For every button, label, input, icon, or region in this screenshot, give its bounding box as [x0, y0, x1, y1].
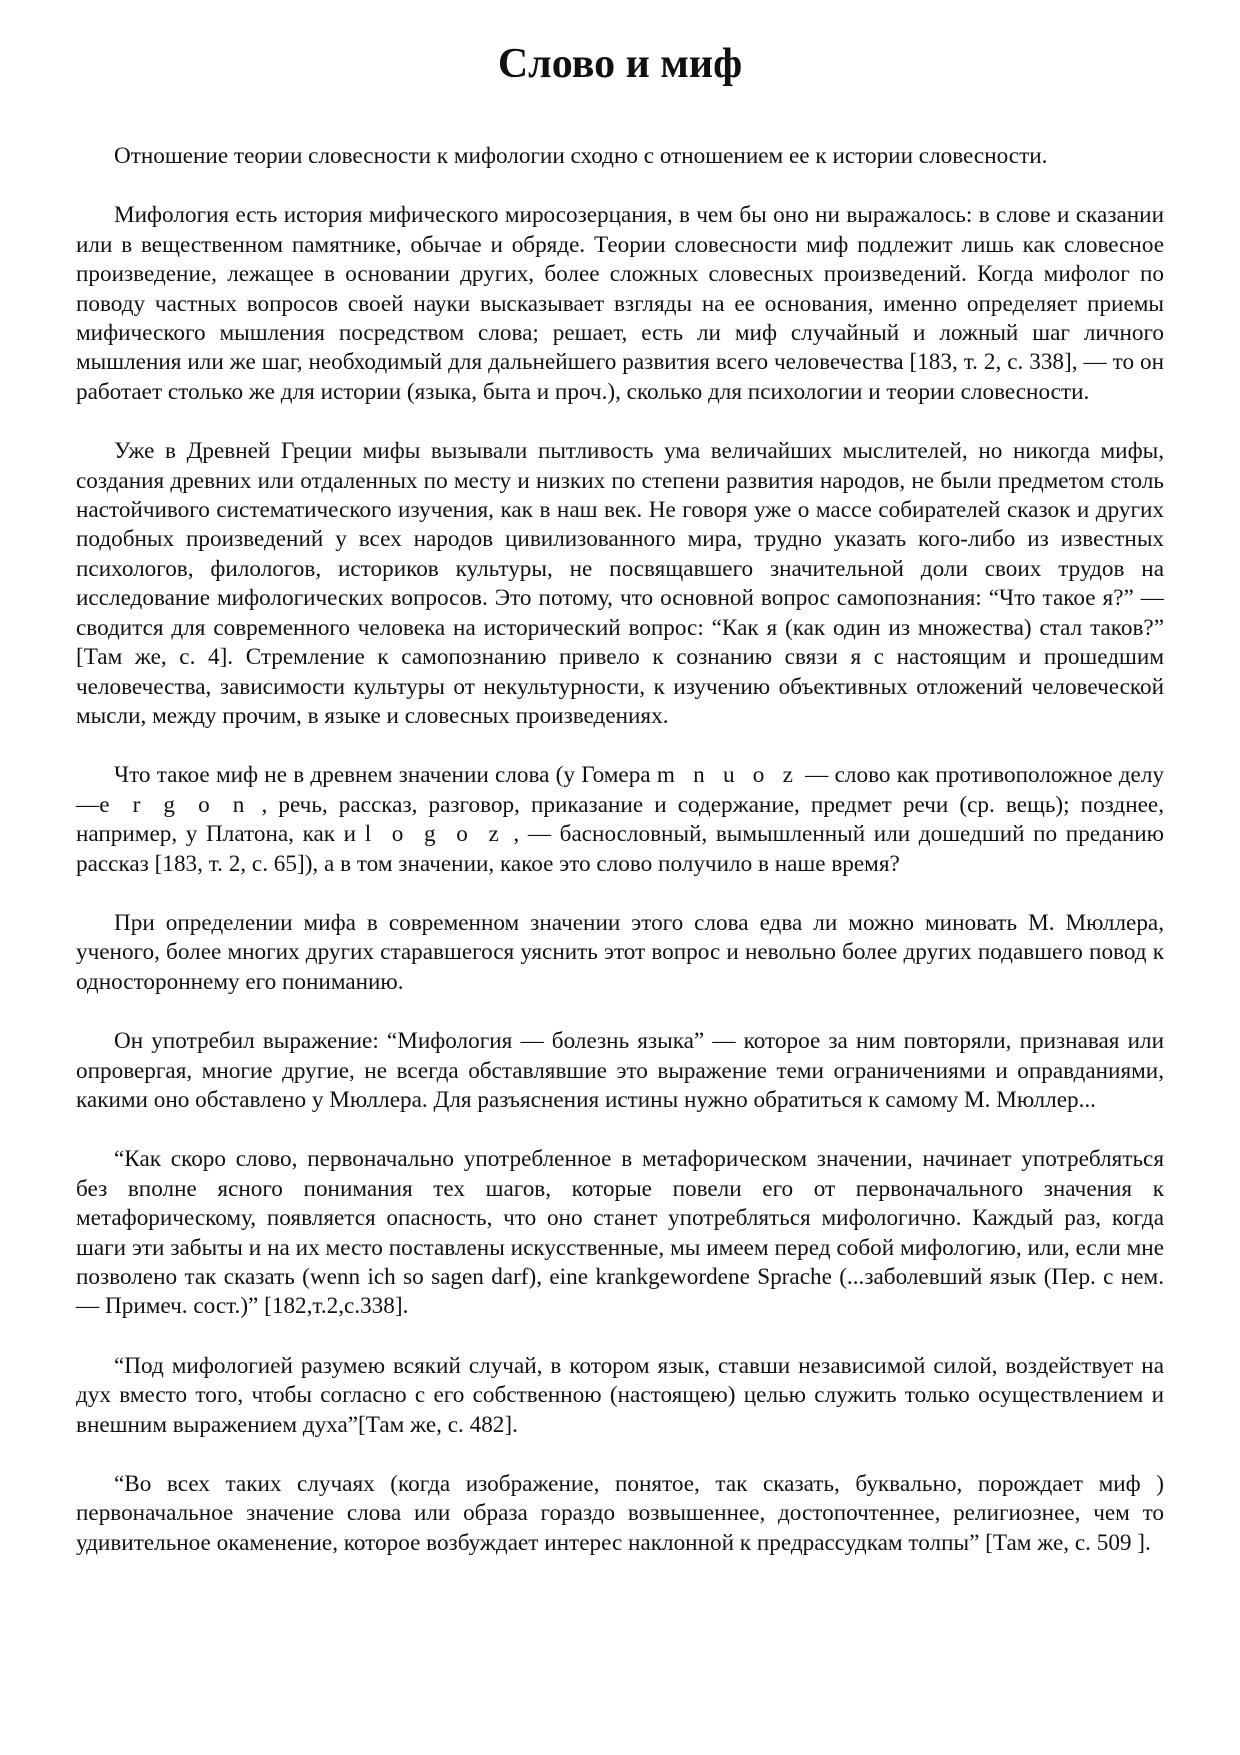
paragraph-4-text-b: — слово как противоположное делу —	[76, 762, 1165, 818]
paragraph-4	[76, 761, 1164, 879]
paragraph-3: Уже в Древней Греции мифы вызывали пытливость ума величайших мыслителей, но никогда мифы, создания древних или отдаленных по месту и низких по степени развития народов, не были предметом столь настойчивого систематического изучения, как в наш век. Не говоря уже о массе собирателей сказок и других подобных произведений у всех народов цивилизованного мира, трудно указать кого-либо из известных психологов, филологов, историков культуры, не посвящавшего значительной доли своих трудов на исследование мифологических вопросов. Это потому, что основной вопрос самопознания: “Что такое я?” — сводится для современного человека на исторический вопрос: “Как я (как один из множества) стал таков?” [Там же, с. 4]. Стремление к самопознанию привело к сознанию связи я с настоящим и прошедшим человечества, зависимости культуры от некультурности, к изучению объективных отложений человеческой мысли, между прочим, в языке и словесных произведениях.	[76, 438, 1164, 729]
greek-word-ergon: e r g o n	[99, 791, 251, 818]
paragraph-9-quote: “Во всех таких случаях (когда изображение, понятое, так сказать, буквально, порождает миф ) первоначальное значение слова или образа гораздо возвышеннее, достопочтеннее, религиознее, чем то удивительное окаменение, которое возбуждает интерес наклонной к предрассудкам толпы” [Там же, с. 509 ].	[76, 1471, 1164, 1556]
paragraph-6: Он употребил выражение: “Мифология — болезнь языка” — которое за ним повторяли, признавая или опровергая, многие другие, не всегда обставлявшие это выражение теми ограничениями и оправданиями, какими оно обставлено у Мюллера. Для разъяснения истины нужно обратиться к самому М. Мюллер...	[76, 1028, 1164, 1113]
page-title: Слово и миф	[497, 41, 743, 87]
document-body	[76, 142, 1164, 1588]
greek-word-mythos: m n u o z	[656, 762, 799, 789]
paragraph-7-quote: “Как скоро слово, первоначально употребленное в метафорическом значении, начинает употребляться без вполне ясного понимания тех шагов, которые повели его от первоначального значения к метафорическому, появляется опасность, что оно станет употребляться мифологично. Каждый раз, когда шаги эти забыты и на их место поставлены искусственные, мы имеем перед собой мифологию, или, если мне позволено так сказать (wenn ich so sagen darf), eine krankgewordene Sprache (...заболевший язык (Пер. с нем. — Примеч. сост.)” [182,т.2,с.338].	[76, 1146, 1164, 1320]
paragraph-1: Отношение теории словесности к мифологии сходно с отношением ее к истории словесности.	[114, 143, 1048, 169]
greek-word-logos: l o g o z	[364, 821, 505, 848]
paragraph-2: Мифология есть история мифического миросозерцания, в чем бы оно ни выражалось: в слове и сказании или в вещественном памятнике, обычае и обряде. Теории словесности миф подлежит лишь как словесное произведение, лежащее в основании других, более сложных словесных произведений. Когда мифолог по поводу частных вопросов своей науки высказывает взгляды на ее основания, именно определяет приемы мифического мышления посредством слова; решает, есть ли миф случайный и ложный шаг личного мышления или же шаг, необходимый для дальнейшего развития всего человечества [183, т. 2, с. 338], — то он работает столько же для истории (языка, быта и проч.), сколько для психологии и теории словесности.	[76, 202, 1164, 405]
paragraph-4-text-c: , речь, рассказ, разговор, приказание и содержание, предмет речи (ср. вещь); позднее, например, у Платона, как и	[76, 791, 1164, 848]
paragraph-8-quote: “Под мифологией разумею всякий случай, в котором язык, ставши независимой силой, воздействует на дух вместо того, чтобы согласно с его собственною (настоящею) целью служить только осуществлением и внешним выражением духа”[Там же, с. 482].	[76, 1352, 1164, 1438]
paragraph-5: При определении мифа в современном значении этого слова едва ли можно миновать М. Мюллера, ученого, более многих других старавшегося уяснить этот вопрос и невольно более других подавшего повод к одностороннему его пониманию.	[76, 909, 1164, 995]
paragraph-4-text-a: Что такое миф не в древнем значении слова (у Гомера	[114, 762, 657, 789]
paragraph-4-text-d: , — баснословный, вымышленный или дошедший по преданию рассказ [183, т. 2, с. 65]), а в том значении, какое это слово получило в наше время?	[76, 821, 1165, 877]
